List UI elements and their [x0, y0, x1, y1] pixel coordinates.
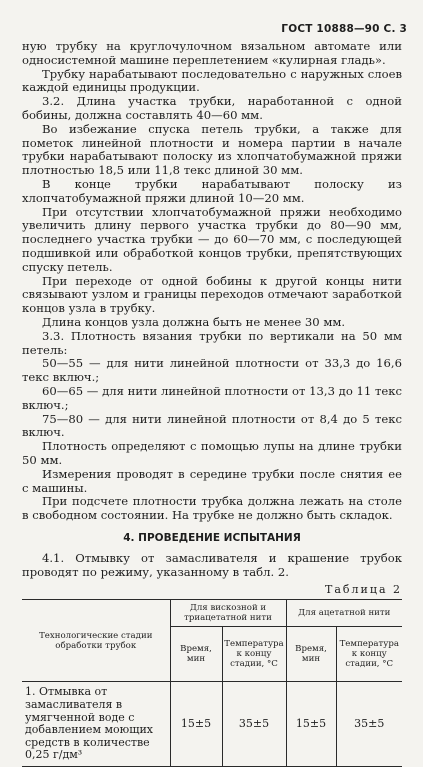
paragraph: Во избежание спуска петель трубки, а также для пометок линейной плотности и номера партии в начале трубки нарабатывают полоску из хлопчатобумажной пряжи плотностью 18,5 или 11,8 текс длиной 30 мм. [22, 121, 402, 178]
paragraph: Измерения проводят в середине трубки после снятия ее с машины. [22, 466, 402, 495]
paragraph: Плотность определяют с помощью лупы на длине трубки 50 мм. [22, 439, 402, 467]
page-header: ГОСТ 10888—90 С. 3 [281, 23, 407, 35]
column-header-temperature: Температура к концу стадии, °С [336, 627, 402, 682]
paragraph: При подсчете плотности трубка должна лежать на столе в свободном состоянии. На трубке не должно быть складок. [22, 494, 402, 523]
density-list-item: 75—80 — для нити линейной плотности от 8,4 до 5 текс включ. [22, 411, 402, 440]
table-row [22, 682, 402, 767]
table-cell: 15±5 [286, 682, 336, 767]
paragraph: В конце трубки нарабатывают полоску из хлопчатобумажной пряжи длиной 10—20 мм. [22, 176, 402, 205]
column-header-time: Время, мин [170, 627, 222, 682]
section-title: 4. ПРОВЕДЕНИЕ ИСПЫТАНИЯ [123, 531, 301, 544]
column-header-temperature: Температура к концу стадии, °С [222, 627, 286, 682]
column-group-viscose: Для вискозной и триацетатной нити [170, 600, 286, 627]
paragraph: Длина концов узла должна быть не менее 30 мм. [42, 314, 346, 329]
table-cell: 35±5 [222, 682, 286, 767]
column-header-stage: Технологические стадии обработки трубок [22, 600, 170, 682]
density-list-item: 60—65 — для нити линейной плотности от 13,3 до 11 текс включ.; [22, 383, 402, 412]
table-cell: 15±5 [170, 682, 222, 767]
density-list-item: 50—55 — для нити линейной плотности от 33,3 до 16,6 текс включ.; [22, 356, 402, 385]
column-header-time: Время, мин [286, 627, 336, 682]
paragraph: При отсутствии хлопчатобумажной пряжи необходимо увеличить длину первого участка трубки до 80—90 мм, последнего участка трубки — до 60—70 мм, с последующей подшивкой или обработкой концов трубки, препятствующих спуску петель. [22, 204, 402, 274]
paragraph: ную трубку на круглочулочном вязальном автомате или односистемной машине переплетением «кулирная гладь». [22, 39, 402, 67]
process-table [22, 599, 402, 767]
paragraph: 3.3. Плотность вязания трубки по вертикали на 50 мм петель: [22, 328, 402, 357]
paragraph: 3.2. Длина участка трубки, наработанной с одной бобины, должна составлять 40—60 мм. [22, 94, 402, 122]
column-group-acetate: Для ацетатной нити [286, 600, 402, 627]
table-cell: 35±5 [336, 682, 402, 767]
table-cell-stage: 1. Отмывка от замасливателя в умягченной воде с добавлением моющих средств в количестве 0,25 г/дм³ [22, 682, 170, 767]
table-caption: Таблица 2 [325, 583, 402, 597]
paragraph: При переходе от одной бобины к другой концы нити связывают узлом и границы переходов отмечают заработкой концов узла в трубку. [22, 273, 402, 316]
paragraph: 4.1. Отмывку от замасливателя и крашение трубок проводят по режиму, указанному в табл. 2. [22, 550, 402, 579]
paragraph: Трубку нарабатывают последовательно с наружных слоев каждой единицы продукции. [22, 66, 402, 95]
document-body [22, 40, 402, 767]
